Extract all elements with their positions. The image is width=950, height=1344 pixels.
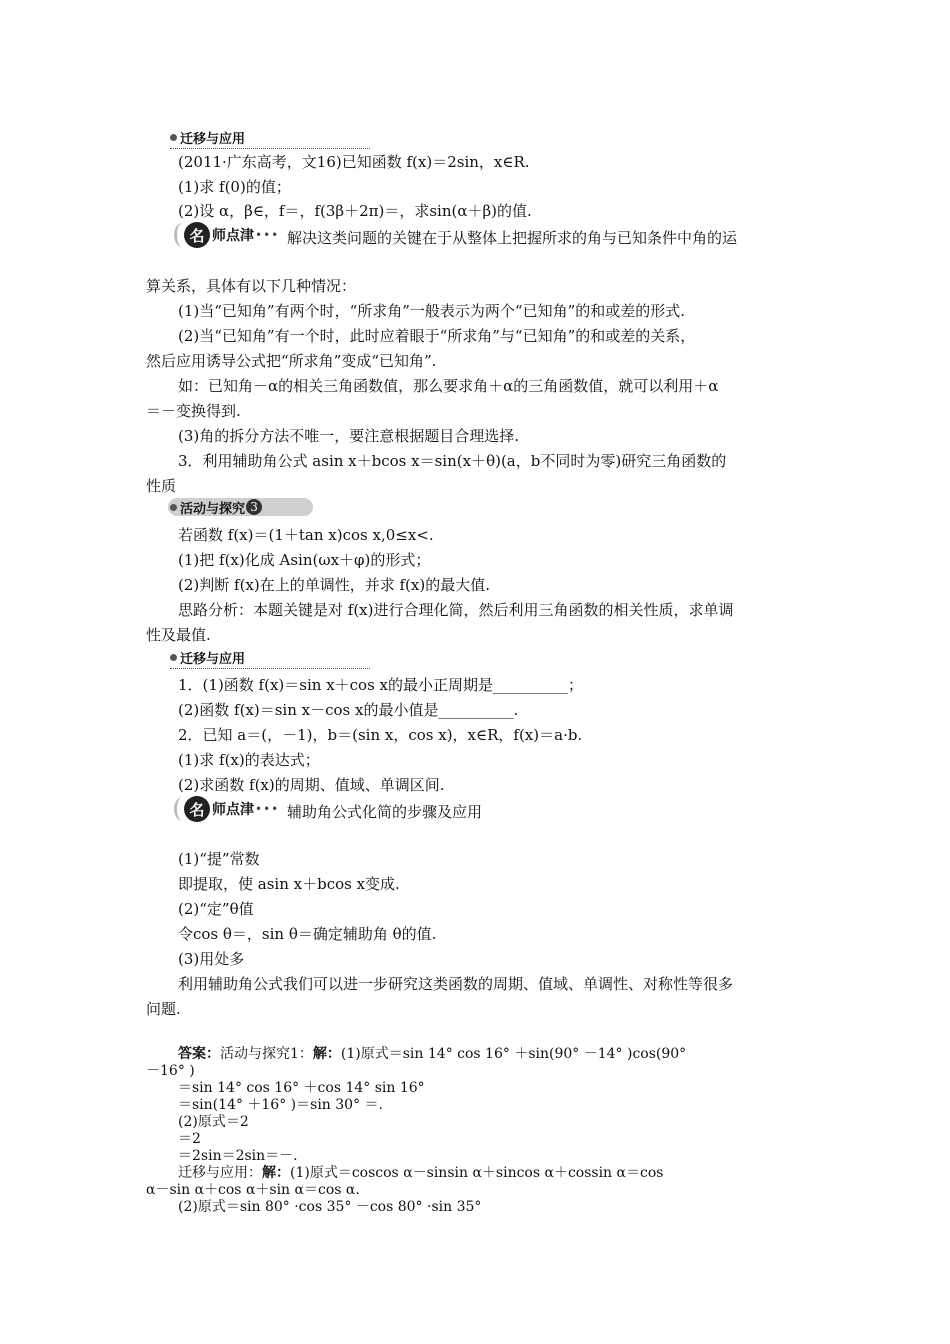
text-line: (2)“定”θ值 — [178, 900, 254, 918]
text-line: (2)设 α，β∈，f＝，f(3β＋2π)＝，求sin(α＋β)的值. — [178, 202, 532, 220]
answer-line: α－sin α＋cos α＋sin α＝cos α. — [146, 1182, 360, 1198]
answer-label: 答案： — [178, 1046, 220, 1062]
text-line: 如：已知角－α的相关三角函数值，那么要求角＋α的三角函数值，就可以利用＋α — [178, 377, 719, 395]
text-line: 令cos θ＝，sin θ＝确定辅助角 θ的值. — [178, 925, 437, 943]
answer-text: (1)原式＝sin 14° cos 16° ＋sin(90° －14° )cos(90° — [340, 1046, 687, 1062]
text-line: (2)当“已知角”有一个时，此时应着眼于“所求角”与“已知角”的和或差的关系， — [178, 327, 696, 345]
section-tag-transfer-2 — [170, 648, 370, 666]
ming-badge-icon: 名 — [184, 796, 210, 822]
text-line: (2)判断 f(x)在上的单调性，并求 f(x)的最大值. — [178, 576, 490, 594]
text-line: 性质 — [146, 477, 177, 495]
answer-line — [178, 1046, 686, 1063]
text-line: (3)用处多 — [178, 950, 245, 968]
section-tag-transfer-1 — [170, 128, 370, 146]
text-line: (1)把 f(x)化成 Asin(ωx＋φ)的形式； — [178, 551, 431, 569]
answer-line: ＝2sin＝2sin＝－. — [178, 1148, 298, 1164]
answer-line: ＝sin 14° cos 16° ＋cos 14° sin 16° — [178, 1080, 425, 1096]
text-line: 1．(1)函数 f(x)＝sin x＋cos x的最小正周期是__________； — [178, 676, 584, 694]
text-line: 辅助角公式化简的步骤及应用 — [287, 803, 483, 821]
tip-badge-1 — [184, 222, 279, 248]
text-line: (2011·广东高考，文16)已知函数 f(x)＝2sin，x∈R. — [178, 153, 530, 171]
text-line: 然后应用诱导公式把“所求角”变成“已知角”. — [146, 352, 437, 370]
text-line: 算关系，具体有以下几种情况： — [146, 277, 357, 295]
section-tag-activity-3 — [170, 498, 263, 516]
section-label: 活动与探究 — [180, 501, 246, 517]
text-line: 2．已知 a＝(，－1)，b＝(sin x，cos x)，x∈R，f(x)＝a·b. — [178, 726, 583, 744]
solution-label: 解： — [262, 1165, 290, 1181]
text-line: 问题. — [146, 1000, 181, 1018]
text-line: (2)求函数 f(x)的周期、值域、单调区间. — [178, 776, 445, 794]
text-line: (3)角的拆分方法不唯一，要注意根据题目合理选择. — [178, 427, 520, 445]
text-line: (1)“提”常数 — [178, 850, 260, 868]
text-line: 解决这类问题的关键在于从整体上把握所求的角与已知条件中角的运 — [287, 229, 738, 247]
answer-text: (1)原式＝coscos α－sinsin α＋sincos α＋cossin α＝cos — [290, 1165, 664, 1181]
tip-label: 师点津 — [212, 228, 254, 244]
answer-line: (2)原式＝2 — [178, 1114, 249, 1130]
text-line: (1)求 f(x)的表达式； — [178, 751, 320, 769]
answer-line: (2)原式＝sin 80° ·cos 35° －cos 80° ·sin 35° — [178, 1199, 482, 1215]
text-line: 3．利用辅助角公式 asin x＋bcos x＝sin(x＋θ)(a，b不同时为零)研究三角函数的 — [178, 452, 727, 470]
section-label: 迁移与应用 — [180, 131, 246, 147]
answer-line: －16° ) — [146, 1063, 195, 1079]
text-line: 性及最值. — [146, 626, 211, 644]
bullet-dot-icon — [170, 504, 177, 511]
circled-number-icon: 3 — [246, 499, 262, 515]
ming-badge-icon: 名 — [184, 222, 210, 248]
section-label: 迁移与应用 — [180, 651, 246, 667]
dotted-underline — [170, 668, 370, 669]
solution-label: 解： — [312, 1046, 341, 1062]
answer-line: ＝2 — [178, 1131, 201, 1147]
dots-icon: ••• — [255, 802, 280, 816]
dotted-underline — [170, 148, 370, 149]
text-line: (1)当“已知角”有两个时，“所求角”一般表示为两个“已知角”的和或差的形式. — [178, 302, 686, 320]
text-line: (2)函数 f(x)＝sin x－cos x的最小值是__________. — [178, 701, 519, 719]
bullet-dot-icon — [170, 654, 177, 661]
bullet-dot-icon — [170, 134, 177, 141]
answer-line: ＝sin(14° ＋16° )＝sin 30° ＝. — [178, 1097, 383, 1113]
text-line: ＝－变换得到. — [146, 402, 241, 420]
text-line: 若函数 f(x)＝(1＋tan x)cos x,0≤x<. — [178, 526, 434, 544]
text-line: 利用辅助角公式我们可以进一步研究这类函数的周期、值域、单调性、对称性等很多 — [178, 975, 734, 993]
text-line: 即提取，使 asin x＋bcos x变成. — [178, 875, 400, 893]
answer-line — [178, 1165, 663, 1182]
text-line: 思路分析：本题关键是对 f(x)进行合理化简，然后利用三角函数的相关性质，求单调 — [178, 601, 734, 619]
text-line: (1)求 f(0)的值； — [178, 178, 291, 196]
answer-prefix: 迁移与应用： — [178, 1165, 262, 1181]
tip-label: 师点津 — [212, 802, 254, 818]
dots-icon: ••• — [255, 228, 280, 242]
answer-prefix: 活动与探究1： — [220, 1046, 313, 1062]
tip-badge-2 — [184, 796, 279, 822]
